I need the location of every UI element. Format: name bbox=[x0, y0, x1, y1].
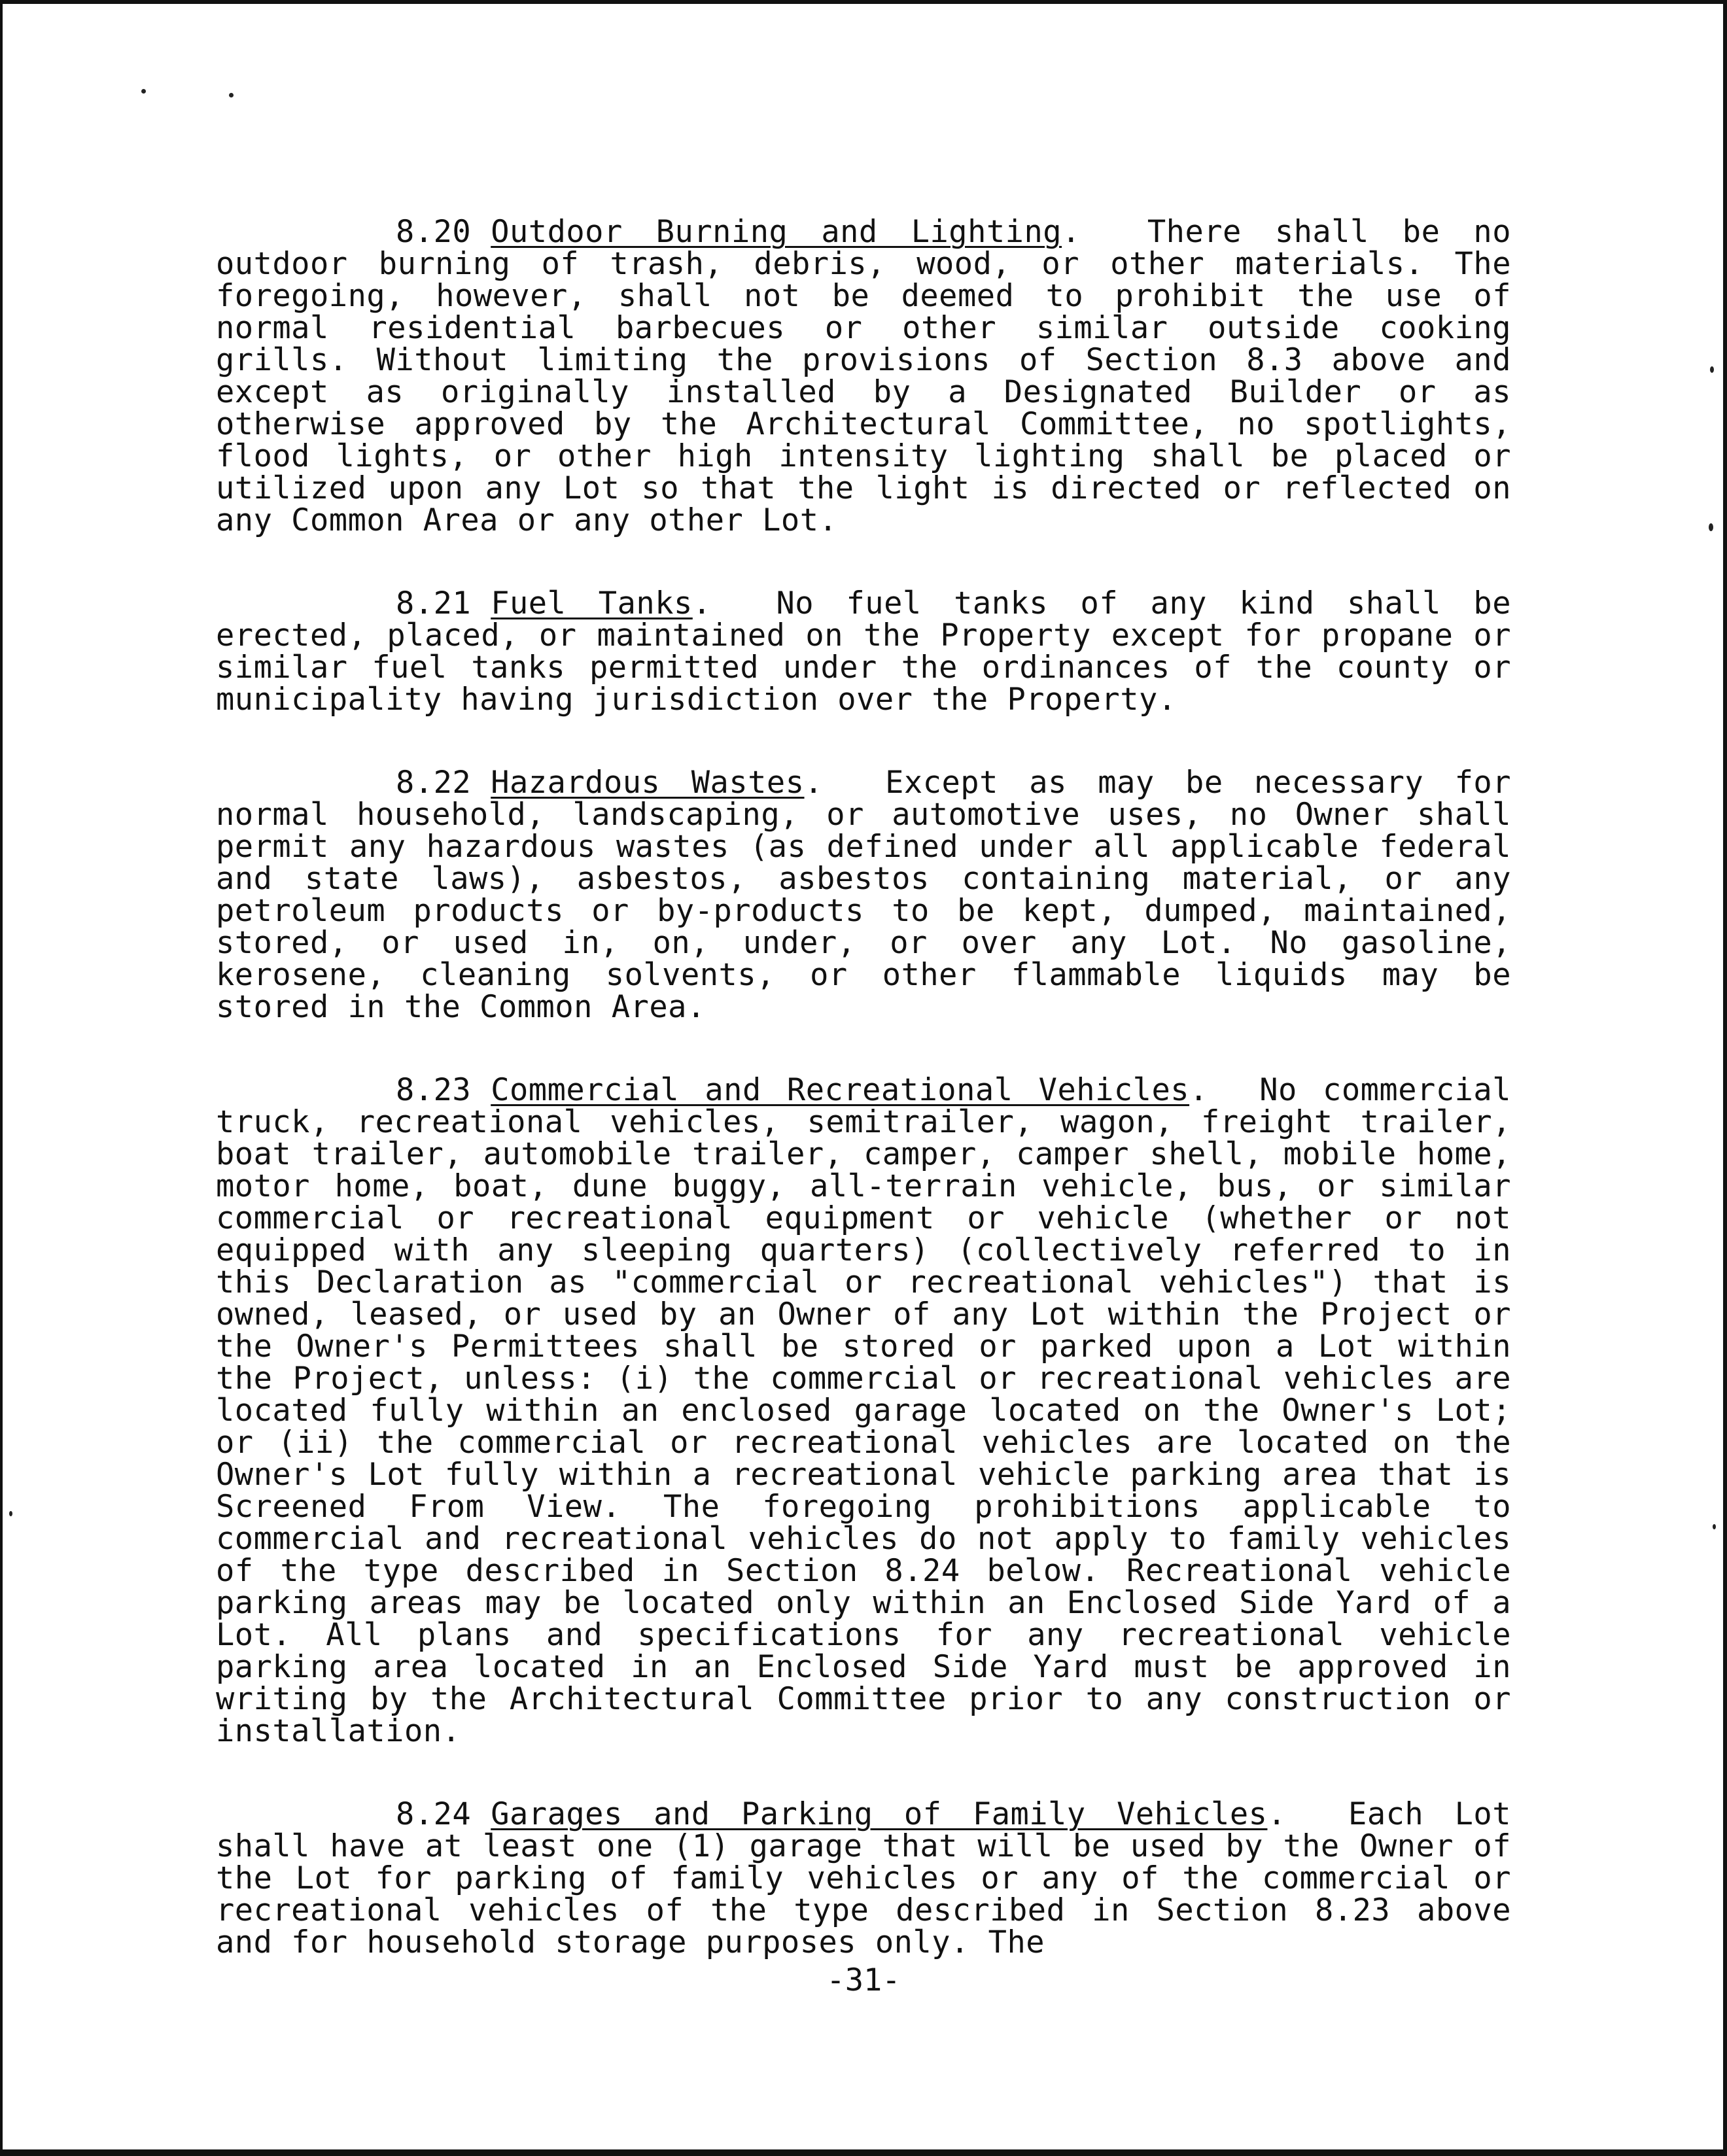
section-body: Each Lot shall have at least one (1) garage that will be used by the Owner of the Lot for parking of family vehicles or any of the commercial or recreational vehicles of the type described in Section 8.23 above and for household storage purposes only. The bbox=[216, 1796, 1512, 1960]
section-number: 8.21 bbox=[396, 585, 472, 621]
section-8-21: 8.21 Fuel Tanks. No fuel tanks of any kind shall be erected, placed, or maintained on the Property except for propane or similar fuel tanks permitted under the ordinances of the county or municipality having jurisdiction over the Property. bbox=[216, 585, 1512, 718]
section-heading: Commercial and Recreational Vehicles bbox=[491, 1072, 1190, 1108]
scan-speck bbox=[141, 89, 146, 94]
section-8-24: 8.24 Garages and Parking of Family Vehicles. Each Lot shall have at least one (1) garage that will be used by the Owner of the Lot for parking of family vehicles or any of the commercial or recreational vehicles of the type described in Section 8.23 above and for household storage purposes only. The bbox=[216, 1796, 1512, 1960]
section-number: 8.22 bbox=[396, 765, 472, 801]
section-body: No fuel tanks of any kind shall be erected, placed, or maintained on the Property except for propane or similar fuel tanks permitted under the ordinances of the county or municipality having jurisdiction over the Property. bbox=[216, 585, 1512, 718]
scan-speck bbox=[9, 1511, 12, 1516]
section-heading: Fuel Tanks bbox=[491, 585, 693, 621]
section-number: 8.24 bbox=[396, 1796, 472, 1832]
section-heading: Outdoor Burning and Lighting bbox=[491, 214, 1062, 250]
section-8-22: 8.22 Hazardous Wastes. Except as may be necessary for normal household, landscaping, or automotive uses, no Owner shall permit any hazardous wastes (as defined under all applicable federal and state laws), asbestos, asbestos containing material, or any petroleum products or by-products to be kept, dumped, maintained, stored, or used in, on, under, or over any Lot. No gasoline, kerosene, cleaning solvents, or other flammable liquids may be stored in the Common Area. bbox=[216, 765, 1511, 1025]
section-number: 8.20 bbox=[396, 214, 472, 250]
section-8-20: 8.20 Outdoor Burning and Lighting. There shall be no outdoor burning of trash, debris, wood, or other materials. The foregoing, however, shall not be deemed to prohibit the use of normal residential barbecues or other similar outside cooking grills. Without limiting the provisions of Section 8.3 above and except as originally installed by a Designated Builder or as otherwise approved by the Architectural Committee, no spotlights, flood lights, or other high intensity lighting shall be placed or utilized upon any Lot so that the light is directed or reflected on any Common Area or any other Lot. bbox=[216, 214, 1511, 538]
section-8-23: 8.23 Commercial and Recreational Vehicles. No commercial truck, recreational vehicles, semitrailer, wagon, freight trailer, boat trailer, automobile trailer, camper, camper shell, mobile home, motor home, boat, dune buggy, all-terrain vehicle, bus, or similar commercial or recreational equipment or vehicle (whether or not equipped with any sleeping quarters) (collectively referred to in this Declaration as "commercial or recreational vehicles") that is owned, leased, or used by an Owner of any Lot within the Project or the Owner's Permittees shall be stored or parked upon a Lot within the Project, unless: (i) the commercial or recreational vehicles are located fully within an enclosed garage located on the Owner's Lot; or (ii) the commercial or recreational vehicles are located on the Owner's Lot fully within a recreational vehicle parking area that is Screened From View. The foregoing prohibitions applicable to commercial and recreational vehicles do not apply to family vehicles of the type described in Section 8.24 below. Recreational vehicle parking areas may be located only within an Enclosed Side Yard of a Lot. All plans and specifications for any recreational vehicle parking area located in an Enclosed Side Yard must be approved in writing by the Architectural Committee prior to any construction or installation. bbox=[216, 1072, 1512, 1749]
section-body: No commercial truck, recreational vehicles, semitrailer, wagon, freight trailer, boat trailer, automobile trailer, camper, camper shell, mobile home, motor home, boat, dune buggy, all-terrain vehicle, bus, or similar commercial or recreational equipment or vehicle (whether or not equipped with any sleeping quarters) (collectively referred to in this Declaration as "commercial or recreational vehicles") that is owned, leased, or used by an Owner of any Lot within the Project or the Owner's Permittees shall be stored or parked upon a Lot within the Project, unless: (i) the commercial or recreational vehicles are located fully within an enclosed garage located on the Owner's Lot; or (ii) the commercial or recreational vehicles are located on the Owner's Lot fully within a recreational vehicle parking area that is Screened From View. The foregoing prohibitions applicable to commercial and recreational vehicles do not apply to family vehicles of the type described in Section 8.24 below. Recreational vehicle parking areas may be located only within an Enclosed Side Yard of a Lot. All plans and specifications for any recreational vehicle parking area located in an Enclosed Side Yard must be approved in writing by the Architectural Committee prior to any construction or installation. bbox=[216, 1072, 1512, 1749]
section-number: 8.23 bbox=[396, 1072, 472, 1108]
document-body bbox=[216, 216, 1511, 2009]
scan-speck bbox=[229, 93, 234, 97]
section-heading: Hazardous Wastes bbox=[491, 765, 805, 801]
section-body: Except as may be necessary for normal household, landscaping, or automotive uses, no Owner shall permit any hazardous wastes (as defined under all applicable federal and state laws), asbestos, asbestos containing material, or any petroleum products or by-products to be kept, dumped, maintained, stored, or used in, on, under, or over any Lot. No gasoline, kerosene, cleaning solvents, or other flammable liquids may be stored in the Common Area. bbox=[216, 765, 1511, 1025]
scan-speck bbox=[1709, 523, 1713, 531]
scan-speck bbox=[1710, 366, 1714, 373]
page-number: -31- bbox=[826, 1962, 901, 1998]
section-heading: Garages and Parking of Family Vehicles bbox=[491, 1796, 1268, 1832]
scan-speck bbox=[1713, 1524, 1716, 1529]
section-body: There shall be no outdoor burning of trash, debris, wood, or other materials. The foregoing, however, shall not be deemed to prohibit the use of normal residential barbecues or other similar outside cooking grills. Without limiting the provisions of Section 8.3 above and except as originally installed by a Designated Builder or as otherwise approved by the Architectural Committee, no spotlights, flood lights, or other high intensity lighting shall be placed or utilized upon any Lot so that the light is directed or reflected on any Common Area or any other Lot. bbox=[216, 214, 1511, 538]
